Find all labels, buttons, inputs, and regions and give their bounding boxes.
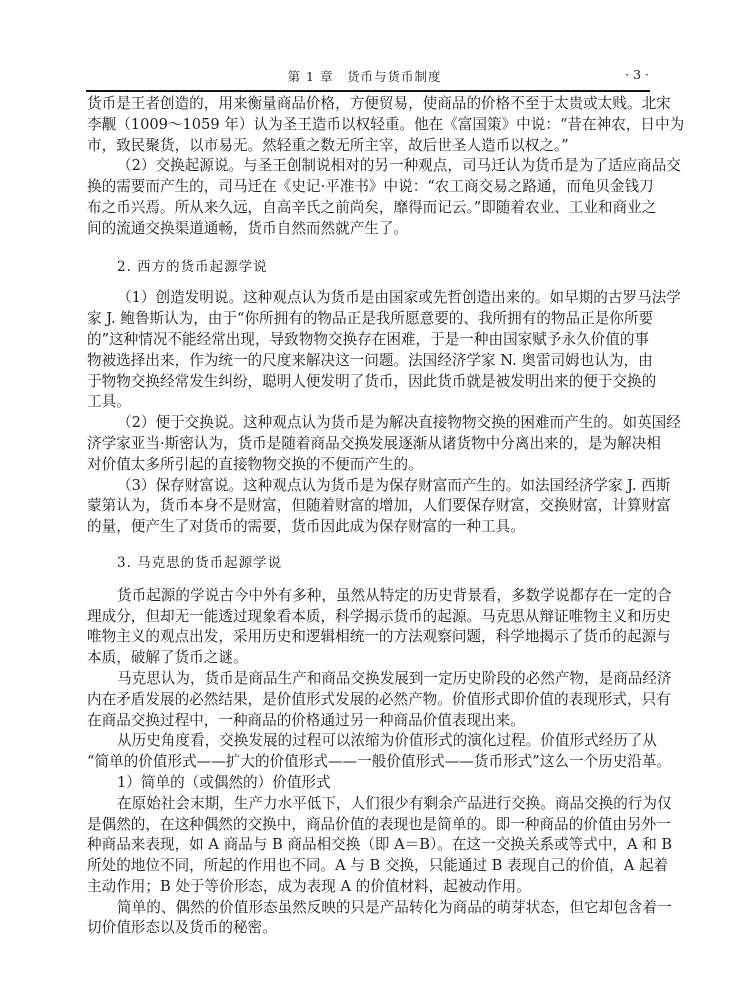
section-heading: 2. 西方的货币起源学说 — [117, 258, 268, 275]
text-line: “简单的价值形式——扩大的价值形式——一般价值形式——货币形式”这么一个历史沿革。 — [87, 753, 672, 771]
paragraph — [87, 794, 673, 898]
text-line: （3）保存财富说。这种观点认为货币是为保存财富而产生的。如法国经济学家 J. 西斯 — [117, 476, 671, 494]
text-line: 货币是王者创造的，用来衡量商品价格，方便贸易，使商品的价格不至于太贵或太贱。北宋 — [87, 95, 671, 112]
text-line: 对价值太多所引起的直接物物交换的不便而产生的。 — [87, 455, 423, 473]
text-line: 货币起源的学说古今中外有多种，虽然从特定的历史背景看，多数学说都存在一定的合 — [117, 586, 672, 604]
text-line: （1）创造发明说。这种观点认为货币是由国家或先哲创造出来的。如早期的古罗马法学 — [117, 289, 681, 307]
text-line: 所处的地位不同，所起的作用也不同。A 与 B 交换，只能通过 B 表现自己的价值，A 起着 — [87, 857, 669, 875]
paragraph — [87, 773, 649, 794]
text-line: 种商品来表现，如 A 商品与 B 商品相交换（即 A＝B）。在这一交换关系或等式中，A 和 B — [87, 836, 673, 854]
text-line: 内在矛盾发展的必然结果，是价值形式发展的必然产物。价值形式即价值的表现形式，只有 — [87, 690, 671, 708]
text-line: 切价值形态以及货币的秘密。 — [87, 919, 277, 937]
text-line: 简单的、偶然的价值形态虽然反映的只是产品转化为商品的萌芽状态，但它却包含着一 — [117, 898, 672, 916]
header-rule — [86, 90, 650, 92]
text-line: 唯物主义的观点出发，采用历史和逻辑相统一的方法观察问题，科学地揭示了货币的起源与 — [87, 628, 671, 646]
text-line: 本质，破解了货币之谜。 — [87, 649, 248, 667]
text-line: 于物物交换经常发生纠纷，聪明人便发明了货币，因此货币就是被发明出来的便于交换的 — [87, 372, 657, 390]
text-line: 换的需要而产生的，司马迁在《史记·平准书》中说：“农工商交易之路通，而龟贝金钱刀 — [87, 178, 654, 196]
paragraph — [87, 898, 672, 940]
page-body — [87, 94, 685, 939]
text-line: （2）便于交换说。这种观点认为货币是为解决直接物物交换的困难而产生的。如英国经 — [117, 414, 681, 432]
text-line: 李觏（1009～1059 年）认为圣王造币以权轻重。他在《富国策》中说：“昔在神农，日中为 — [87, 115, 685, 133]
text-line: 的”这种情况不能经常出现，导致物物交换存在困难，于是一种由国家赋予永久价值的事 — [87, 330, 650, 348]
text-line: 理成分，但却无一能透过现象看本质，科学揭示货币的起源。马克思从辩证唯物主义和历史 — [87, 607, 671, 625]
paragraph — [87, 731, 672, 773]
section-heading: 3. 马克思的货币起源学说 — [117, 554, 283, 571]
text-line: 在商品交换过程中，一种商品的价格通过另一种商品价值表现出来。 — [87, 711, 525, 729]
text-line: 主动作用；B 处于等价形态，成为表现 A 的价值材料，起被动作用。 — [87, 877, 531, 895]
text-line: 市，致民聚货，以市易无。然轻重之数无所主宰，故后世圣人造币以权之。” — [87, 136, 569, 154]
text-line: 济学家亚当·斯密认为，货币是随着商品交换发展逐渐从诸货物中分离出来的，是为解决相 — [87, 434, 661, 452]
running-header-chapter-title: 第 1 章 货币与货币制度 — [287, 69, 442, 84]
paragraph — [87, 156, 681, 239]
text-line: 家 J. 鲍鲁斯认为，由于“你所拥有的物品正是我所愿意要的、我所拥有的物品正是你所要 — [87, 310, 654, 328]
text-line: 间的流通交换渠道通畅，货币自然而然就产生了。 — [87, 219, 409, 237]
text-line: （2）交换起源说。与圣王创制说相对的另一种观点，司马迁认为货币是为了适应商品交 — [117, 157, 681, 175]
paragraph — [87, 669, 672, 731]
page-number: · 3 · — [625, 67, 649, 82]
text-line: 工具。 — [87, 393, 131, 411]
text-line: 物被选择出来，作为统一的尺度来解决这一问题。法国经济学家 N. 奥雷司姆也认为，由 — [87, 351, 653, 369]
paragraph — [87, 94, 685, 156]
text-line: 马克思认为，货币是商品生产和商品交换发展到一定历史阶段的必然产物，是商品经济 — [117, 669, 672, 687]
text-line: 从历史角度看，交换发展的过程可以浓缩为价值形式的演化过程。价值形式经历了从 — [117, 732, 657, 750]
text-line: 在原始社会末期，生产力水平低下，人们很少有剩余产品进行交换。商品交换的行为仅 — [117, 794, 672, 812]
paragraph — [87, 288, 681, 413]
paragraph — [87, 413, 681, 475]
text-line: 1）简单的（或偶然的）价值形式 — [117, 773, 331, 791]
text-line: 蒙第认为，货币本身不是财富，但随着财富的增加，人们要保存财富，交换财富，计算财富 — [87, 497, 671, 515]
text-line: 是偶然的，在这种偶然的交换中，商品价值的表现也是简单的。即一种商品的价值由另外一 — [87, 815, 671, 833]
text-line: 的量，便产生了对货币的需要，货币因此成为保存财富的一种工具。 — [87, 518, 525, 536]
paragraph — [87, 586, 672, 669]
paragraph — [87, 476, 671, 538]
text-line: 布之币兴焉。所从来久远，自高辛氏之前尚矣，靡得而记云。”即随着农业、工业和商业之 — [87, 198, 657, 216]
